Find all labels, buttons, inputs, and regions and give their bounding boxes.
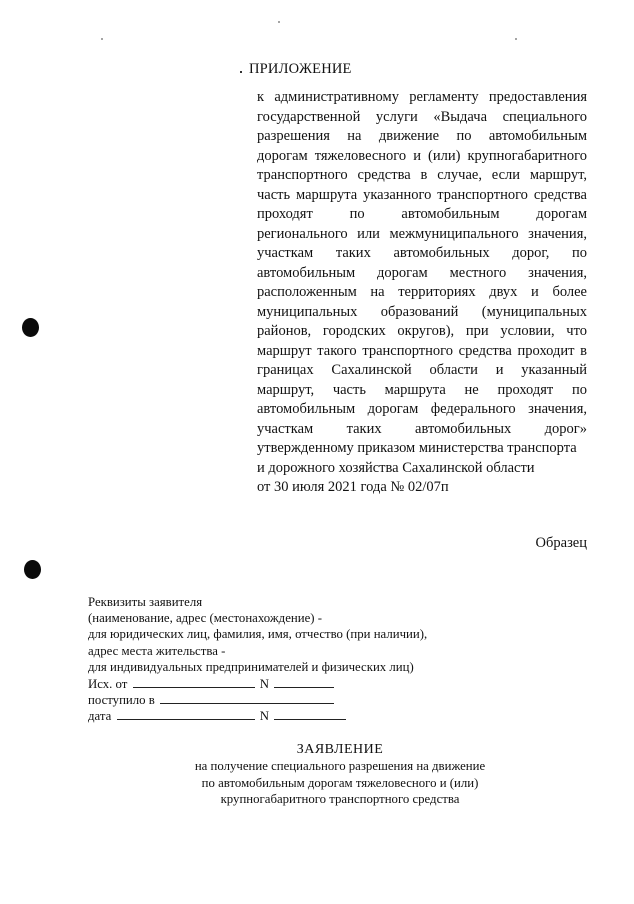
requisites-line: Реквизиты заявителя [88, 595, 203, 609]
punch-hole-mark [22, 318, 39, 337]
statement-line: крупногабаритного транспортного средства [220, 792, 460, 806]
approval-block [257, 88, 587, 498]
appendix-title: ПРИЛОЖЕНИЕ [249, 61, 352, 77]
statement-line: на получение специального разрешения на движение [194, 759, 486, 773]
approval-line: автомобильным дорогам федерального значения, [257, 401, 587, 417]
outgoing-number-blank[interactable] [274, 675, 334, 688]
approval-line: и дорожного хозяйства Сахалинской области [257, 459, 535, 476]
received-label: поступило в [88, 693, 155, 708]
number-label: N [259, 676, 270, 691]
approval-line: к административному регламенту предоставления [257, 89, 587, 105]
scan-speck [101, 38, 103, 40]
date-number-blank[interactable] [274, 707, 346, 720]
approval-line: разрешения на движение по автомобильным [257, 128, 587, 144]
statement-line: по автомобильным дорогам тяжеловесного и (или) [201, 775, 479, 790]
requisites-line: для индивидуальных предпринимателей и физических лиц) [88, 659, 414, 674]
scan-speck [515, 38, 517, 40]
approval-line: районов, городских округов), при условии, что [257, 323, 587, 339]
approval-line: утвержденному приказом министерства транспорта [257, 440, 577, 456]
approval-line: маршрут, часть маршрута не проходят по [257, 381, 587, 398]
approval-line: границах Сахалинской области и указанный [257, 362, 587, 378]
approval-line: муниципальных образований (муниципальных [257, 303, 587, 320]
approval-line: государственной услуги «Выдача специального [257, 108, 587, 125]
requisites-line: (наименование, адрес (местонахождение) - [88, 611, 322, 626]
punch-hole-mark [24, 560, 41, 579]
statement-block [120, 741, 560, 808]
approval-line: автомобильным дорогам местного значения, [257, 264, 587, 281]
statement-title: ЗАЯВЛЕНИЕ [296, 742, 384, 757]
approval-line: часть маршрута указанного транспортного средства [257, 186, 587, 203]
approval-line: участкам таких автомобильных дорог» [257, 420, 587, 437]
requisites-line: для юридических лиц, фамилия, имя, отчество (при наличии), [88, 627, 428, 642]
approval-line: транспортного средства в случае, если маршрут, [257, 167, 587, 183]
date-blank[interactable] [117, 707, 255, 720]
sample-label: Образец [535, 535, 587, 551]
date-label: дата [88, 709, 112, 724]
approval-line: дорогам тяжеловесного и (или) крупногабаритного [257, 147, 587, 164]
received-row [88, 691, 508, 707]
scan-speck [240, 71, 242, 73]
number-label: N [259, 709, 269, 724]
applicant-requisites [88, 594, 508, 724]
approval-line: регионального или межмуниципального значения, [257, 225, 587, 242]
requisites-line: адрес места жительства - [88, 643, 226, 658]
date-row [88, 707, 508, 723]
approval-date-line: от 30 июля 2021 года № 02/07п [257, 479, 449, 495]
outgoing-row [88, 675, 508, 691]
outgoing-label: Исх. от [88, 676, 128, 691]
approval-line: участкам таких автомобильных дорог, по [257, 245, 587, 261]
approval-line: расположенным на территориях двух и более [257, 284, 587, 300]
approval-line: проходят по автомобильным дорогам [257, 206, 587, 222]
approval-line: маршрут такого транспортного средства проходит в [257, 342, 587, 359]
received-blank[interactable] [160, 691, 334, 704]
scan-speck [278, 21, 280, 23]
outgoing-date-blank[interactable] [133, 675, 255, 688]
